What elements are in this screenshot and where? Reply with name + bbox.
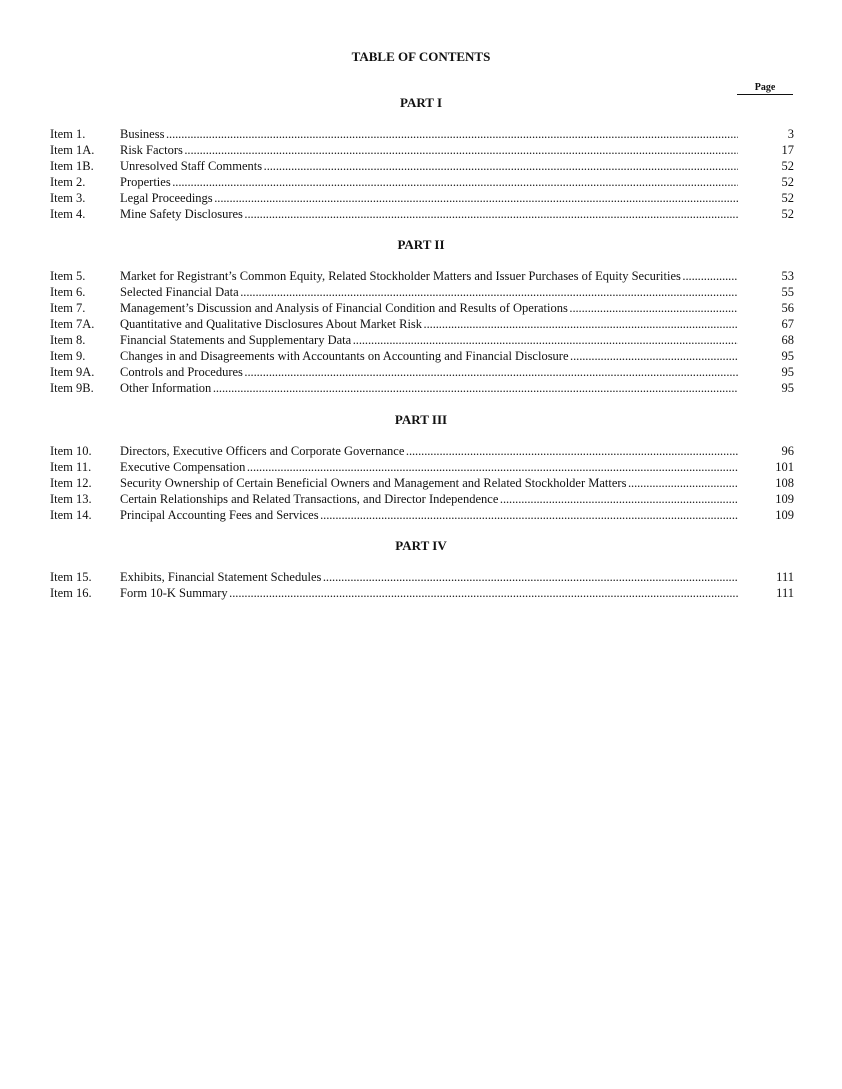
item-page: 56 — [781, 301, 794, 315]
item-page: 53 — [781, 269, 794, 283]
part-heading-1: PART I — [399, 95, 443, 110]
item-number: Item 4. — [50, 207, 86, 221]
item-page: 52 — [781, 159, 794, 173]
toc-entry[interactable] — [50, 300, 794, 316]
part-heading-4: PART IV — [395, 538, 447, 553]
toc-entry[interactable] — [50, 348, 794, 364]
toc-entry[interactable] — [50, 569, 794, 585]
toc-entry[interactable] — [50, 190, 794, 206]
item-title: Management’s Discussion and Analysis of Financial Condition and Results of Operations . . . — [120, 300, 738, 316]
item-number: Item 9B. — [50, 381, 94, 395]
toc-entry[interactable] — [50, 507, 794, 523]
toc-entry[interactable] — [50, 126, 794, 142]
item-title: Unresolved Staff Comments . . . — [120, 158, 738, 174]
item-page: 68 — [781, 333, 794, 347]
item-title: Form 10-K Summary . . . — [120, 585, 738, 601]
item-title: Financial Statements and Supplementary Data . . . — [120, 332, 738, 348]
toc-entry[interactable] — [50, 491, 794, 507]
item-title: Directors, Executive Officers and Corporate Governance . . . — [120, 443, 738, 459]
item-number: Item 15. — [50, 570, 92, 584]
toc-entry[interactable] — [50, 174, 794, 190]
item-number: Item 16. — [50, 586, 92, 600]
item-number: Item 8. — [50, 333, 86, 347]
page-column-header: Page — [737, 81, 793, 95]
toc-entry[interactable] — [50, 158, 794, 174]
item-page: 95 — [781, 349, 794, 363]
item-title: Certain Relationships and Related Transactions, and Director Independence . . . — [120, 491, 738, 507]
toc-entry[interactable] — [50, 380, 794, 396]
item-title: Legal Proceedings . . . — [120, 190, 738, 206]
item-page: 67 — [781, 317, 794, 331]
toc-entry[interactable] — [50, 284, 794, 300]
toc-entry[interactable] — [50, 459, 794, 475]
toc-entry[interactable] — [50, 332, 794, 348]
item-number: Item 5. — [50, 269, 86, 283]
item-title: Market for Registrant’s Common Equity, Related Stockholder Matters and Issuer Purchases of Equity Securities . . . — [120, 268, 738, 284]
item-title: Properties . . . — [120, 174, 738, 190]
toc-title: TABLE OF CONTENTS — [351, 49, 491, 64]
item-number: Item 9A. — [50, 365, 95, 379]
toc-entry[interactable] — [50, 585, 794, 601]
toc-entry[interactable] — [50, 142, 794, 158]
part-heading-2: PART II — [397, 237, 445, 252]
item-number: Item 13. — [50, 492, 92, 506]
item-number: Item 12. — [50, 476, 92, 490]
item-number: Item 7. — [50, 301, 86, 315]
item-title: Principal Accounting Fees and Services . . . — [120, 507, 738, 523]
item-number: Item 10. — [50, 444, 92, 458]
toc-entry[interactable] — [50, 206, 794, 222]
item-title: Controls and Procedures . . . — [120, 364, 738, 380]
item-number: Item 1. — [50, 127, 86, 141]
item-title: Business . . . — [120, 126, 738, 142]
item-page: 95 — [781, 381, 794, 395]
item-page: 101 — [775, 460, 794, 474]
item-page: 95 — [781, 365, 794, 379]
item-title: Selected Financial Data . . . — [120, 284, 738, 300]
item-number: Item 9. — [50, 349, 86, 363]
toc-entry[interactable] — [50, 268, 794, 284]
item-number: Item 11. — [50, 460, 92, 474]
item-title: Exhibits, Financial Statement Schedules . . . — [120, 569, 738, 585]
item-page: 108 — [775, 476, 794, 490]
item-page: 111 — [776, 570, 794, 584]
item-number: Item 1B. — [50, 159, 94, 173]
item-number: Item 3. — [50, 191, 86, 205]
item-title: Other Information . . . — [120, 380, 738, 396]
toc-entry[interactable] — [50, 316, 794, 332]
item-number: Item 7A. — [50, 317, 95, 331]
item-page: 17 — [781, 143, 794, 157]
toc-entry[interactable] — [50, 364, 794, 380]
item-page: 96 — [781, 444, 794, 458]
part-heading-3: PART III — [394, 412, 448, 427]
item-page: 55 — [781, 285, 794, 299]
item-number: Item 6. — [50, 285, 86, 299]
item-page: 3 — [787, 127, 794, 141]
item-title: Executive Compensation . . . — [120, 459, 738, 475]
toc-entry[interactable] — [50, 475, 794, 491]
item-page: 109 — [775, 492, 794, 506]
item-page: 52 — [781, 207, 794, 221]
item-page: 109 — [775, 508, 794, 522]
item-number: Item 2. — [50, 175, 86, 189]
item-title: Quantitative and Qualitative Disclosures About Market Risk . . . — [120, 316, 738, 332]
item-number: Item 1A. — [50, 143, 95, 157]
item-title: Changes in and Disagreements with Accountants on Accounting and Financial Disclosure . . . — [120, 348, 738, 364]
item-title: Risk Factors . . . — [120, 142, 738, 158]
toc-entry[interactable] — [50, 443, 794, 459]
item-page: 52 — [781, 175, 794, 189]
item-title: Mine Safety Disclosures . . . — [120, 206, 738, 222]
item-number: Item 14. — [50, 508, 92, 522]
item-page: 111 — [776, 586, 794, 600]
item-page: 52 — [781, 191, 794, 205]
item-title: Security Ownership of Certain Beneficial Owners and Management and Related Stockholder Matters . . . — [120, 475, 738, 491]
